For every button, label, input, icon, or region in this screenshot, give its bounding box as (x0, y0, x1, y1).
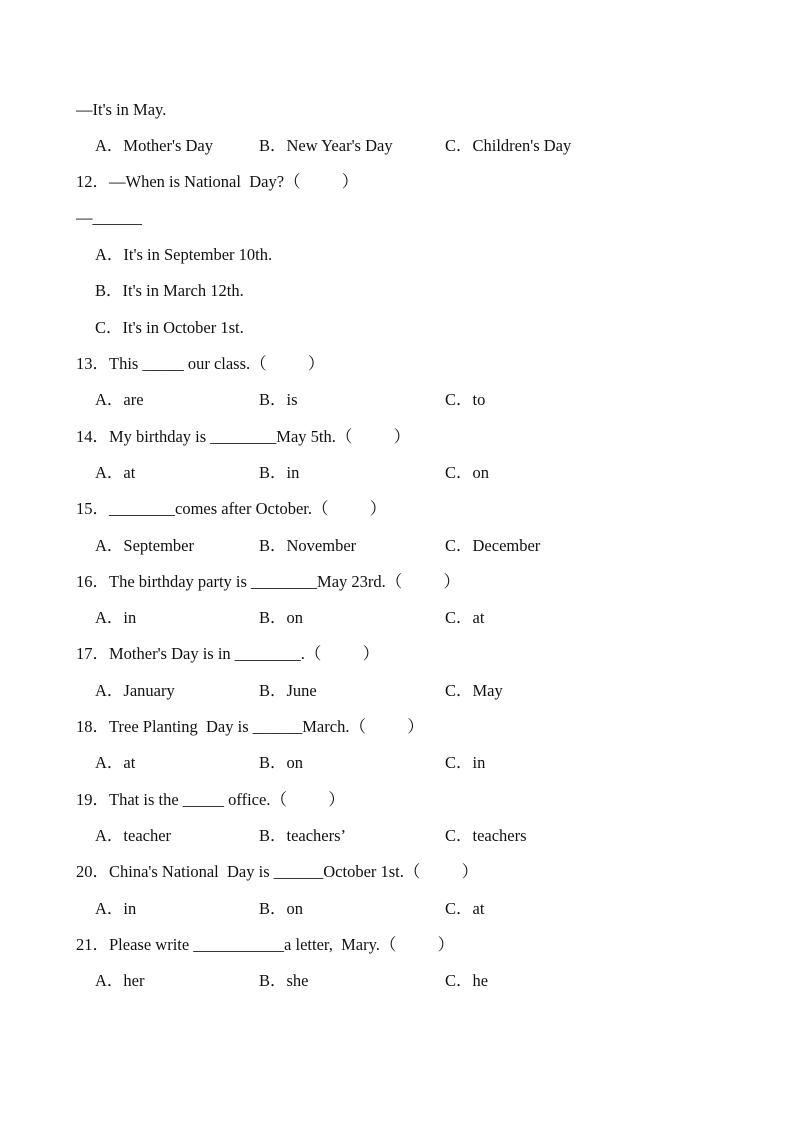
option-a: A．are (95, 390, 144, 409)
option-c (95, 318, 244, 338)
question-21: 21．Please write ___________a letter, Mary.（ ） (76, 935, 455, 954)
option-a: A．January (95, 681, 175, 700)
option-b: B．New Year's Day (259, 136, 393, 155)
option-a: A．September (95, 536, 194, 555)
options-q18 (95, 753, 486, 773)
question-13: 13．This _____ our class.（ ） (76, 354, 325, 373)
option-b: B．is (259, 390, 298, 409)
answer-line-q12: —______ (76, 208, 142, 227)
answer-line-q11: —It's in May. (76, 100, 167, 119)
question-18: 18．Tree Planting Day is ______March.（ ） (76, 717, 424, 736)
question-15: 15．________comes after October.（ ） (76, 499, 387, 518)
option-b: B．in (259, 463, 300, 482)
option-c: C．to (445, 390, 486, 409)
question-20: 20．China's National Day is ______October 1st.（ ） (76, 862, 479, 881)
option-c: C．December (445, 536, 541, 555)
option-a: A．her (95, 971, 145, 990)
options-q21 (95, 971, 489, 991)
option-b: B．November (259, 536, 357, 555)
question-17: 17．Mother's Day is in ________.（ ） (76, 644, 380, 663)
option-a-text: A．It's in September 10th. (95, 245, 273, 264)
options-q17 (95, 681, 503, 701)
option-c: C．Children's Day (445, 136, 572, 155)
option-b: B．on (259, 753, 304, 772)
option-c: C．in (445, 753, 486, 772)
options-q14 (95, 463, 490, 483)
options-q13 (95, 390, 486, 410)
option-b: B．she (259, 971, 309, 990)
option-c-text: C．It's in October 1st. (95, 318, 244, 337)
option-b-text: B．It's in March 12th. (95, 281, 244, 300)
option-b: B．June (259, 681, 317, 700)
option-a: A．at (95, 753, 136, 772)
option-c: C．May (445, 681, 503, 700)
question-12: 12．—When is National Day?（ ） (76, 172, 359, 191)
options-q20 (95, 899, 485, 919)
options-q11 (95, 136, 572, 156)
option-a: A．teacher (95, 826, 172, 845)
option-a (95, 245, 272, 265)
option-c: C．at (445, 899, 485, 918)
option-c: C．he (445, 971, 489, 990)
question-16: 16．The birthday party is ________May 23rd.（ ） (76, 572, 461, 591)
option-b (95, 281, 244, 301)
option-c: C．teachers (445, 826, 527, 845)
option-b: B．on (259, 899, 304, 918)
option-c: C．at (445, 608, 485, 627)
option-b: B．teachers’ (259, 826, 347, 845)
options-q16 (95, 608, 485, 628)
option-b: B．on (259, 608, 304, 627)
options-q15 (95, 536, 541, 556)
option-a: A．in (95, 608, 137, 627)
question-14: 14．My birthday is ________May 5th.（ ） (76, 427, 411, 446)
option-c: C．on (445, 463, 490, 482)
option-a: A．Mother's Day (95, 136, 213, 155)
question-19: 19．That is the _____ office.（ ） (76, 790, 345, 809)
option-a: A．in (95, 899, 137, 918)
options-q19 (95, 826, 527, 846)
option-a: A．at (95, 463, 136, 482)
